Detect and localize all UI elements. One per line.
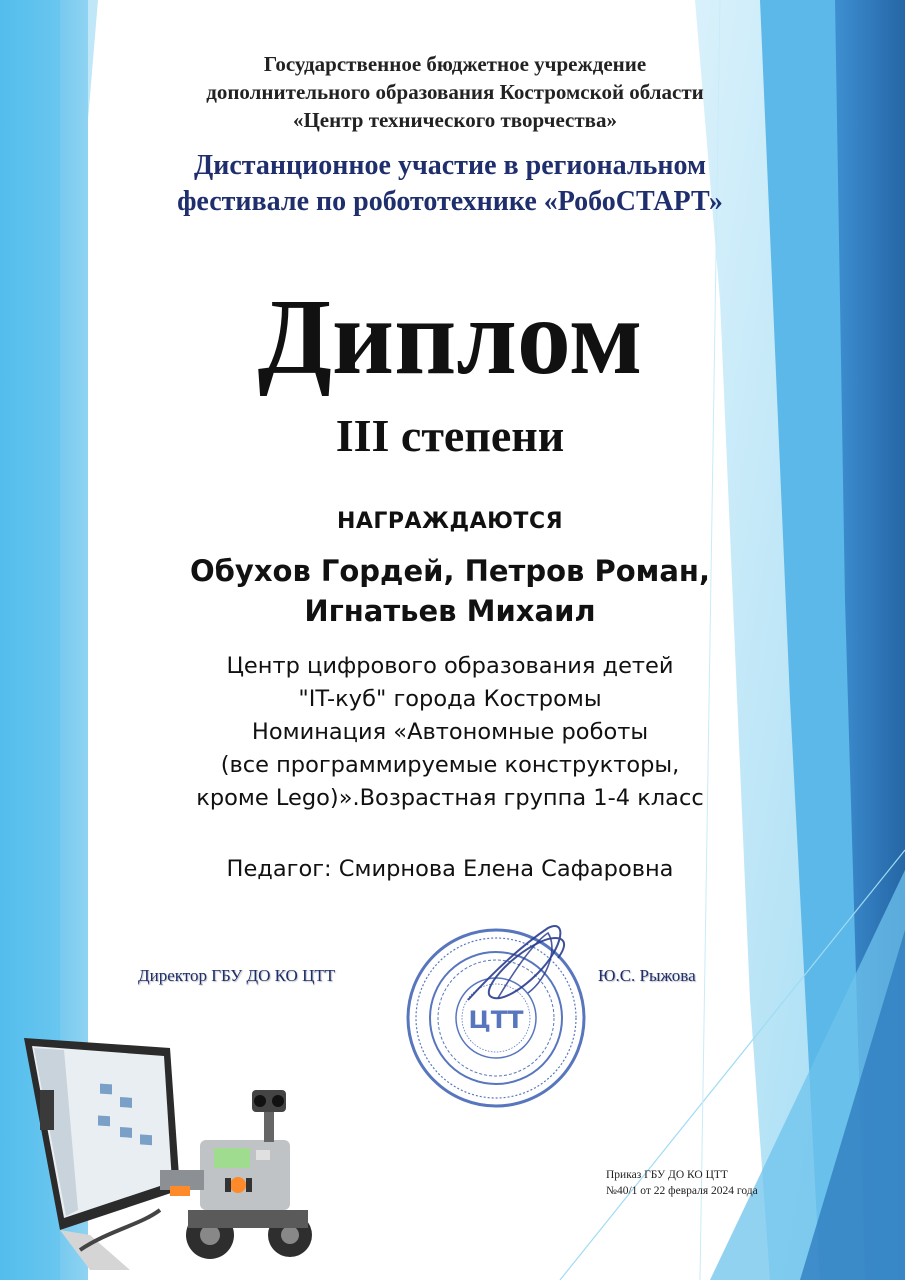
- organization-line: дополнительного образования Костромской области: [206, 80, 704, 104]
- robot-icon: [160, 1090, 312, 1259]
- festival-line: Дистанционное участие в региональном: [193, 150, 707, 181]
- teacher-name: Педагог: Смирнова Елена Сафаровна: [226, 856, 674, 882]
- detail-line: (все программируемые конструкторы,: [220, 752, 680, 778]
- detail-line: Номинация «Автономные роботы: [251, 719, 649, 745]
- order-line: №40/1 от 22 февраля 2024 года: [606, 1185, 758, 1197]
- awardee-line: Игнатьев Михаил: [304, 594, 596, 628]
- director-position: Директор ГБУ ДО КО ЦТТ: [138, 966, 336, 985]
- awardee-line: Обухов Гордей, Петров Роман,: [190, 554, 710, 588]
- festival-line: фестивале по робототехнике «РобоСТАРТ»: [177, 186, 723, 217]
- stamp-center-text: ЦТТ: [468, 1006, 524, 1034]
- detail-line: "IT-куб" города Костромы: [298, 686, 602, 712]
- award-details: [90, 650, 810, 815]
- order-reference: [606, 1167, 758, 1199]
- awarded-label: НАГРАЖДАЮТСЯ: [336, 509, 564, 534]
- robot-computer-illustration: [20, 1030, 320, 1275]
- official-stamp: [398, 918, 594, 1114]
- organization-name: [120, 50, 790, 134]
- diploma-degree: III степени: [335, 410, 565, 461]
- detail-line: Центр цифрового образования детей: [226, 653, 674, 679]
- awardee-names: [90, 551, 810, 631]
- order-line: Приказ ГБУ ДО КО ЦТТ: [606, 1169, 728, 1181]
- organization-line: «Центр технического творчества»: [292, 108, 618, 132]
- diploma-title: Диплом: [257, 278, 643, 397]
- detail-line: кроме Lego)».Возрастная группа 1-4 класс: [196, 785, 704, 811]
- director-name: Ю.С. Рыжова: [598, 966, 696, 985]
- organization-line: Государственное бюджетное учреждение: [263, 52, 647, 76]
- festival-title: [110, 148, 790, 220]
- left-accent-triangle: [88, 0, 98, 120]
